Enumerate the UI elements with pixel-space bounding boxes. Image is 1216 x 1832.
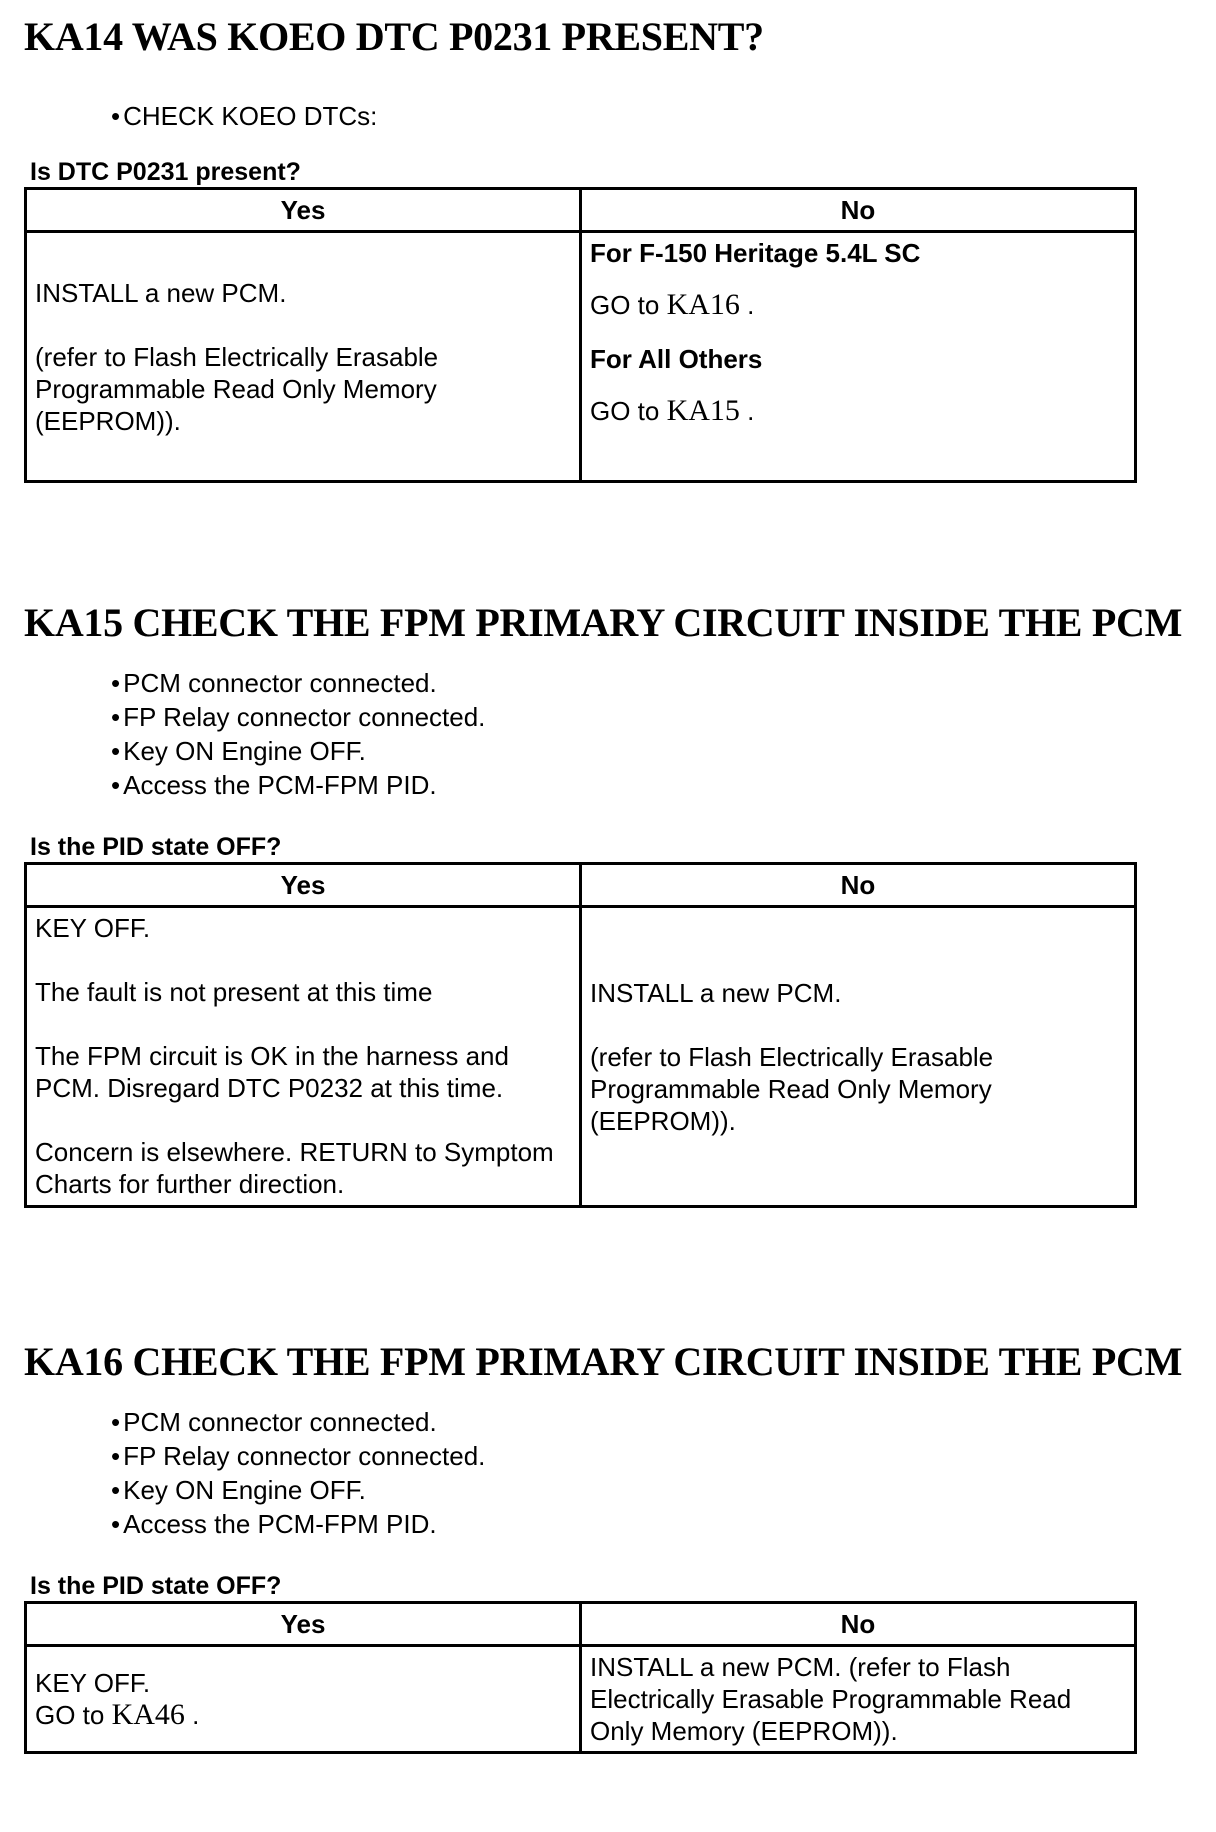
goto-link-ka15[interactable]: KA15 xyxy=(666,394,740,427)
yes-cell xyxy=(26,1646,581,1753)
ka15-answer-table xyxy=(24,862,1137,1208)
yes-header: Yes xyxy=(26,189,581,232)
goto-prefix: GO to xyxy=(35,1700,105,1730)
ka14-bullet-list xyxy=(24,99,1154,133)
list-item: • Key ON Engine OFF. xyxy=(111,1473,1154,1507)
no-header: No xyxy=(581,1603,1136,1646)
reference-note: (refer to Flash Electrically Erasable Programmable Read Only Memory (EEPROM)). xyxy=(35,341,439,436)
list-item: • FP Relay connector connected. xyxy=(111,700,1154,734)
ka14-title: KA14 WAS KOEO DTC P0231 PRESENT? xyxy=(24,14,764,59)
ka14-answer-table xyxy=(24,187,1137,483)
instruction: INSTALL a new PCM. (refer to Flash Electrically Erasable Programmable Read Only Memory (EEPROM)). xyxy=(590,1652,1072,1746)
instruction: INSTALL a new PCM. xyxy=(35,277,287,308)
yes-header: Yes xyxy=(26,864,581,907)
goto-prefix: GO to xyxy=(590,396,660,426)
list-item: • FP Relay connector connected. xyxy=(111,1439,1154,1473)
list-item: • CHECK KOEO DTCs: xyxy=(111,99,1154,133)
ka15-title: KA15 CHECK THE FPM PRIMARY CIRCUIT INSIDE THE PCM xyxy=(24,600,1183,645)
yes-header: Yes xyxy=(26,1603,581,1646)
status-text: The FPM circuit is OK in the harness and PCM. Disregard DTC P0232 at this time. xyxy=(35,1041,509,1103)
goto-link-ka46[interactable]: KA46 xyxy=(111,1698,185,1731)
condition-label: For F-150 Heritage 5.4L SC xyxy=(590,238,921,268)
no-header: No xyxy=(581,864,1136,907)
ka16-answer-table xyxy=(24,1601,1137,1754)
instruction: Concern is elsewhere. RETURN to Symptom Charts for further direction. xyxy=(35,1137,554,1199)
list-item: • PCM connector connected. xyxy=(111,1405,1154,1439)
ka16-question: Is the PID state OFF? xyxy=(30,1572,282,1600)
ka15-section xyxy=(24,600,1183,1208)
list-item: • Access the PCM-FPM PID. xyxy=(111,1507,1154,1541)
status-text: The fault is not present at this time xyxy=(35,977,433,1007)
ka16-title: KA16 CHECK THE FPM PRIMARY CIRCUIT INSIDE THE PCM xyxy=(24,1339,1183,1384)
goto-instruction: GO to KA46 . xyxy=(35,1698,200,1731)
condition-label: For All Others xyxy=(590,344,763,374)
ka16-section xyxy=(24,1339,1183,1754)
no-cell xyxy=(581,907,1136,1207)
ka15-question: Is the PID state OFF? xyxy=(30,833,282,861)
goto-instruction: GO to KA15 . xyxy=(590,394,755,427)
list-item: • Access the PCM-FPM PID. xyxy=(111,768,1154,802)
no-cell xyxy=(581,232,1136,482)
goto-prefix: GO to xyxy=(590,290,660,320)
instruction: INSTALL a new PCM. xyxy=(590,977,842,1008)
instruction: KEY OFF. xyxy=(35,1668,151,1698)
goto-link-ka16[interactable]: KA16 xyxy=(666,288,740,321)
no-header: No xyxy=(581,189,1136,232)
no-cell xyxy=(581,1646,1136,1753)
list-item: • PCM connector connected. xyxy=(111,666,1154,700)
ka15-bullet-list xyxy=(24,666,1154,802)
yes-cell xyxy=(26,907,581,1207)
list-item: • Key ON Engine OFF. xyxy=(111,734,1154,768)
ka14-section xyxy=(24,14,1154,483)
ka16-bullet-list xyxy=(24,1405,1154,1541)
ka14-question: Is DTC P0231 present? xyxy=(30,158,301,186)
goto-instruction: GO to KA16 . xyxy=(590,288,755,321)
instruction: KEY OFF. xyxy=(35,913,151,943)
yes-cell xyxy=(26,232,581,482)
reference-note: (refer to Flash Electrically Erasable Programmable Read Only Memory (EEPROM)). xyxy=(590,1041,994,1136)
